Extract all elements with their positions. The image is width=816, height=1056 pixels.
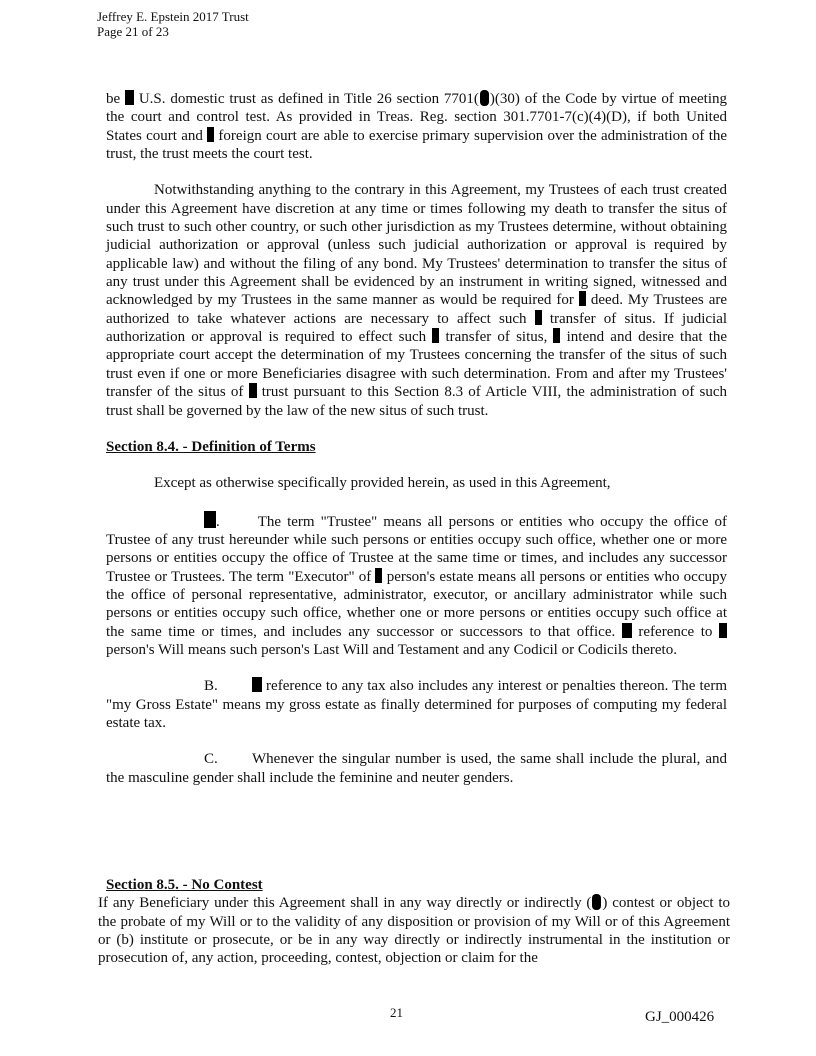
section-8-4-intro: Except as otherwise specifically provided herein, as used in this Agreement, — [154, 475, 611, 492]
definition-b: B. reference to any tax also includes any interest or penalties thereon. The term "my Gross Estate" means my gross estate as finally determined for purposes of computing my federal estate tax. — [106, 678, 727, 731]
paragraph-situs-transfer: Notwithstanding anything to the contrary in this Agreement, my Trustees of each trust created under this Agreement have discretion at any time or times following my death to transfer the situs of such trust to such other country, or such other jurisdiction as my Trustees determine, without obtaining judicial authorization or approval (unless such judicial authorization or approval is required by applicable law) and without the filing of any bond. My Trustees' determination to transfer the situs of any trust under this Agreement shall be evidenced by an instrument in writing signed, witnessed and acknowledged by my Trustees in the same manner as would be required for deed. My Trustees are authorized to take whatever actions are necessary to affect such transfer of situs. If judicial authorization or approval is required to effect such transfer of situs, intend and desire that the appropriate court accept the determination of my Trustees concerning the transfer of the situs of such trust even if one or more Beneficiaries disagree with such determination. From and after my Trustees' transfer of the situs of trust pursuant to this Section 8.3 of Article VIII, the administration of such trust shall be governed by the law of the new situs of such trust. — [106, 182, 728, 419]
section-8-5 — [98, 876, 730, 968]
redaction-box — [592, 894, 601, 910]
section-8-4-heading: Section 8.4. - Definition of Terms — [106, 438, 316, 455]
redaction-box — [535, 310, 542, 325]
redaction-box — [553, 328, 560, 343]
redaction-box — [375, 568, 382, 583]
redaction-box — [249, 383, 257, 398]
section-8-5-heading: Section 8.5. - No Contest — [106, 877, 263, 893]
bates-number: GJ_000426 — [645, 1009, 715, 1025]
header-page-count: Page 21 of 23 — [97, 24, 169, 39]
redaction-box — [252, 677, 262, 692]
redaction-box — [125, 90, 134, 105]
redaction-box — [480, 90, 489, 106]
redaction-box — [207, 127, 214, 142]
page-header — [97, 9, 249, 39]
paragraph-domestic-trust: be U.S. domestic trust as defined in Title 26 section 7701( )(30) of the Code by virtue of meeting the court and control test. As provided in Treas. Reg. section 301.7701-7(c)(4)(D), if both United States court and foreign court are able to exercise primary supervision over the administration of the trust, the trust meets the court test. — [106, 91, 728, 163]
page-number: 21 — [390, 1005, 403, 1020]
redaction-box — [204, 511, 216, 528]
definition-a: . The term "Trustee" means all persons or entities who occupy the office of Trustee of any trust hereunder while such persons or entities occupy such office, whether one or more persons or entities occupy the office of Trustee at the same time or times, and includes any successor Trustee or Trustees. The term "Executor" of person's estate means all persons or entities who occupy the office of personal representative, administrator, executor, or ancillary administrator while such persons or entities occupy such office, whether one or more persons or entities occupy such office at the same time or times, and includes any successor or successors to that office. reference to person's Will means such person's Last Will and Testament and any Codicil or Codicils thereto. — [106, 511, 727, 660]
redaction-box — [432, 328, 439, 343]
redaction-box — [719, 623, 727, 638]
definition-c: C. Whenever the singular number is used, the same shall include the plural, and the masculine gender shall include the feminine and neuter genders. — [106, 751, 727, 786]
redaction-box — [579, 291, 586, 306]
redaction-box — [622, 623, 632, 638]
document-body — [106, 90, 727, 787]
header-trust-name: Jeffrey E. Epstein 2017 Trust — [97, 9, 249, 24]
paragraph-no-contest: If any Beneficiary under this Agreement shall in any way directly or indirectly ( ) contest or object to the probate of my Will or to the validity of any disposition or provision of my Will or of this Agreement or (b) institute or prosecute, or be in any way directly or indirectly instrumental in the institution or prosecution of, any action, proceeding, contest, objection or claim for the — [98, 895, 731, 967]
